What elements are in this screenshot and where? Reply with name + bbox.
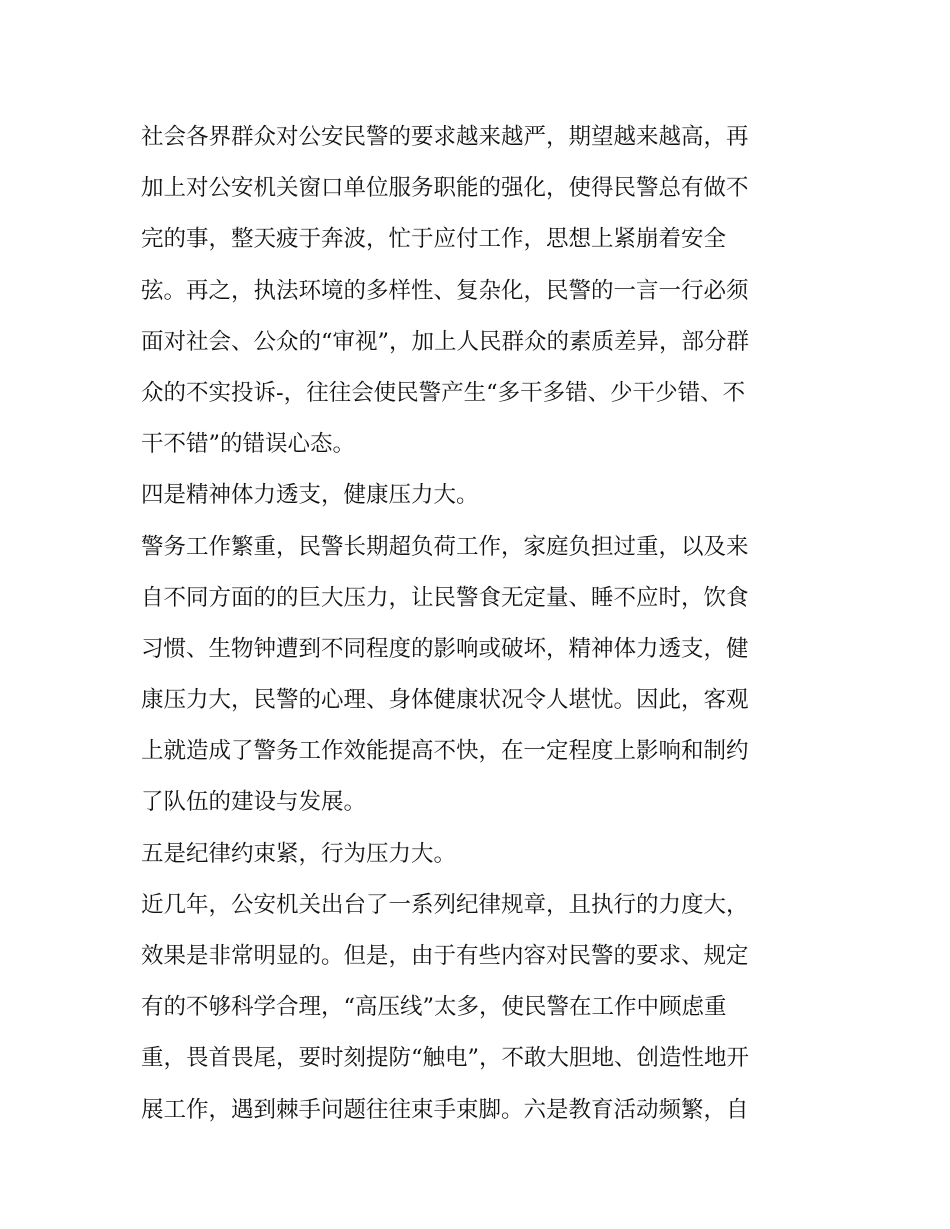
text-line-12: 康压力大，民警的心理、身体健康状况令人堪忧。因此，客观	[141, 687, 749, 714]
text-line-7: 干不错”的错误心态。	[141, 431, 356, 458]
text-line-16: 近几年，公安机关出台了一系列纪律规章，且执行的力度大，	[141, 891, 749, 918]
text-line-2: 加上对公安机关窗口单位服务职能的强化，使得民警总有做不	[141, 175, 749, 202]
text-line-11: 习惯、生物钟遭到不同程度的影响或破坏，精神体力透支，健	[141, 635, 749, 662]
text-line-6: 众的不实投诉-，往往会使民警产生“多干多错、少干少错、不	[141, 379, 746, 406]
section-heading-4: 四是精神体力透支，健康压力大。	[141, 482, 479, 509]
text-line-10: 自不同方面的的巨大压力，让民警食无定量、睡不应时，饮食	[141, 584, 749, 611]
section-heading-5: 五是纪律约束紧，行为压力大。	[141, 840, 457, 867]
text-line-4: 弦。再之，执法环境的多样性、复杂化，民警的一言一行必须	[141, 277, 749, 304]
text-line-19: 重，畏首畏尾，要时刻提防“触电”，不敢大胆地、创造性地开	[141, 1045, 750, 1072]
text-line-5: 面对社会、公众的“审视”，加上人民群众的素质差异，部分群	[141, 328, 750, 355]
text-line-18: 有的不够科学合理，“高压线”太多，使民警在工作中顾虑重	[141, 994, 727, 1021]
text-line-9: 警务工作繁重，民警长期超负荷工作，家庭负担过重，以及来	[141, 533, 749, 560]
document-body	[141, 112, 821, 1136]
text-line-14: 了队伍的建设与发展。	[141, 789, 367, 816]
text-line-20: 展工作，遇到棘手问题往往束手束脚。六是教育活动频繁，自	[141, 1096, 749, 1123]
text-line-13: 上就造成了警务工作效能提高不快，在一定程度上影响和制约	[141, 738, 749, 765]
text-line-17: 效果是非常明显的。但是，由于有些内容对民警的要求、规定	[141, 943, 749, 969]
text-line-1: 社会各界群众对公安民警的要求越来越严，期望越来越高，再	[141, 124, 749, 150]
text-line-3: 完的事，整天疲于奔波，忙于应付工作，思想上紧崩着安全	[141, 226, 727, 253]
